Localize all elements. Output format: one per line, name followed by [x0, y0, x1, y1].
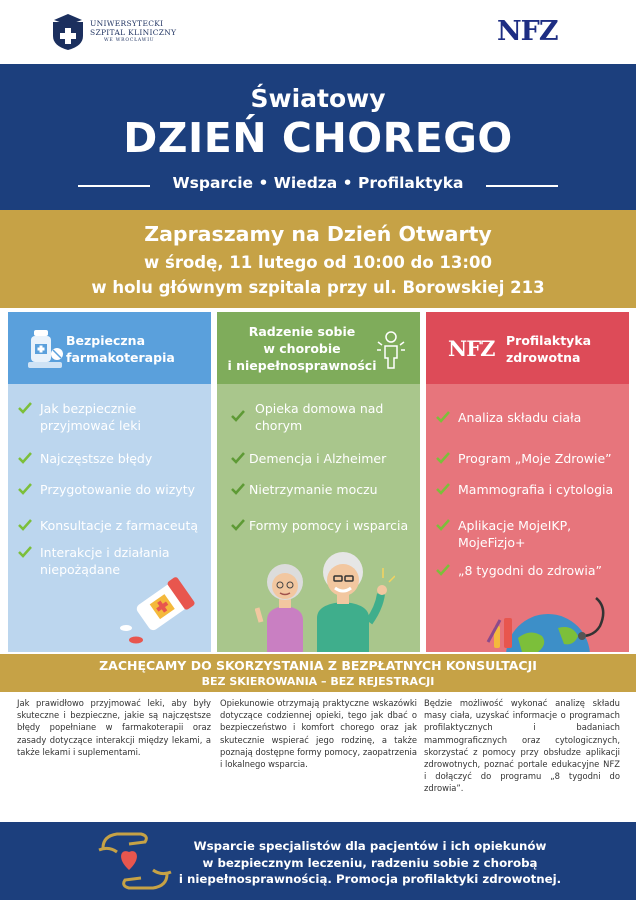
- band-headline: ZACHĘCAMY DO SKORZYSTANIA Z BEZPŁATNYCH KONSULTACJI: [99, 658, 537, 673]
- column-prevention: [426, 312, 629, 652]
- invite-location: w holu głównym szpitala przy ul. Borowskiej 213: [91, 278, 545, 297]
- medicine-icon: [26, 326, 64, 370]
- column-title: [227, 323, 377, 374]
- list-item-text: Formy pomocy i wsparcia: [249, 518, 409, 533]
- list-item-text: Przygotowanie do wizyty: [40, 482, 195, 497]
- nfz-logo: NFZ: [497, 16, 558, 47]
- footer-line1: Wsparcie specjalistów dla pacjentów i ich opiekunów: [193, 839, 547, 853]
- list-item-text: „8 tygodni do zdrowia”: [458, 563, 602, 578]
- band-subline: BEZ SKIEROWANIA – BEZ REJESTRACJI: [201, 675, 435, 688]
- footer-line2: w bezpiecznym leczeniu, radzeniu sobie z chorobą: [202, 855, 538, 870]
- check-icon: [231, 409, 245, 423]
- column-title-line1: Radzenie sobie: [248, 324, 356, 339]
- description-coping: Opiekunowie otrzymają praktyczne wskazówki dotyczące codziennej opieki, tego jak dbać o bezpieczeństwo i komfort chorego oraz jak skutecznie wspierać jego rodzinę, a także poznają dostępne formy pomocy, zaopatrzenia i lokalnego wsparcia.: [220, 698, 417, 770]
- free-consultation-band: [0, 654, 636, 692]
- list-item-text: Program „Moje Zdrowie”: [458, 451, 612, 466]
- column-header: [217, 312, 420, 384]
- logo-bar: [0, 0, 636, 64]
- check-icon: [18, 482, 32, 496]
- check-icon: [436, 451, 450, 465]
- list-item-text: Mammografia i cytologia: [458, 482, 614, 497]
- description-pharmacotherapy: Jak prawidłowo przyjmować leki, aby były skuteczne i bezpieczne, jakie są najczęstsze błędy popełniane w farmakoterapii oraz zasady dotyczące interakcji między lekami, a także lekami i suplementami.: [17, 698, 211, 757]
- footer-banner: [0, 822, 636, 900]
- list-item-text: Aplikacje MojeIKP, MojeFizjo+: [458, 518, 572, 550]
- list-item-text: Najczęstsze błędy: [40, 451, 153, 466]
- person-icon: [375, 328, 407, 370]
- check-icon: [18, 518, 32, 532]
- hero-tagline: Wsparcie • Wiedza • Profilaktyka: [172, 174, 464, 192]
- hero-title: DZIEŃ CHOREGO: [123, 114, 513, 162]
- hospital-shield-icon: [50, 12, 86, 50]
- hospital-name: [90, 19, 176, 44]
- column-coping: [217, 312, 420, 652]
- list-item-text: Jak bezpiecznie przyjmować leki: [40, 401, 141, 433]
- check-icon: [231, 451, 245, 465]
- list-item-text: Opieka domowa nad chorym: [255, 401, 384, 433]
- invite-headline: Zapraszamy na Dzień Otwarty: [144, 222, 492, 246]
- check-icon: [436, 518, 450, 532]
- column-title-line1: Bezpieczna: [66, 333, 146, 348]
- nfz-small-logo: NFZ: [448, 336, 495, 361]
- description-prevention: Będzie możliwość wykonać analizę składu masy ciała, uzyskać informacje o programach profilaktycznych i badaniach mammograficznych oraz cytologicznych, skorzystać z pomocy przy obsłudze aplikacji zdrowotnych, poznać portale edukacyjne NFZ i dołączyć do programu „8 tygodni do zdrowia”.: [424, 698, 620, 794]
- check-icon: [18, 545, 32, 559]
- check-icon: [231, 518, 245, 532]
- column-title-line2: farmakoterapia: [66, 350, 175, 365]
- check-icon: [18, 401, 32, 415]
- hero-subtitle: Światowy: [250, 84, 386, 113]
- column-title-line2: zdrowotna: [506, 350, 581, 365]
- check-icon: [436, 482, 450, 496]
- heart-in-hands-icon: [95, 828, 175, 894]
- hero-banner: [0, 64, 636, 210]
- hospital-name-line3: WE WROCŁAWIU: [104, 38, 155, 43]
- hospital-logo: [50, 12, 200, 54]
- check-icon: [436, 410, 450, 424]
- list-item-text: Interakcje i działania niepożądane: [40, 545, 170, 577]
- column-header: [426, 312, 629, 384]
- column-title-line2: w chorobie: [263, 341, 341, 356]
- list-item-text: Analiza składu ciała: [458, 410, 582, 425]
- hero-divider-right: [486, 185, 558, 187]
- invite-date: w środę, 11 lutego od 10:00 do 13:00: [144, 253, 492, 272]
- hospital-name-line1: UNIWERSYTECKI: [90, 19, 164, 28]
- footer-line3: i niepełnosprawnością. Promocja profilaktyki zdrowotnej.: [178, 872, 562, 886]
- column-title-line1: Profilaktyka: [506, 333, 592, 348]
- column-title-line3: i niepełnosprawności: [227, 358, 377, 373]
- pill-bottle-icon: [118, 570, 206, 646]
- hospital-name-line2: SZPITAL KLINICZNY: [90, 28, 177, 37]
- check-icon: [436, 563, 450, 577]
- check-icon: [18, 451, 32, 465]
- list-item-text: Konsultacje z farmaceutą: [40, 518, 199, 533]
- column-title: [66, 332, 175, 366]
- invite-banner: [0, 210, 636, 308]
- globe-health-icon: [478, 592, 618, 652]
- list-item-text: Demencja i Alzheimer: [249, 451, 387, 466]
- column-title: [506, 332, 591, 366]
- list-item-text: Nietrzymanie moczu: [249, 482, 378, 497]
- column-pharmacotherapy: [8, 312, 211, 652]
- column-header: [8, 312, 211, 384]
- elderly-couple-illustration: [255, 538, 395, 652]
- check-icon: [231, 482, 245, 496]
- footer-text: [170, 838, 570, 888]
